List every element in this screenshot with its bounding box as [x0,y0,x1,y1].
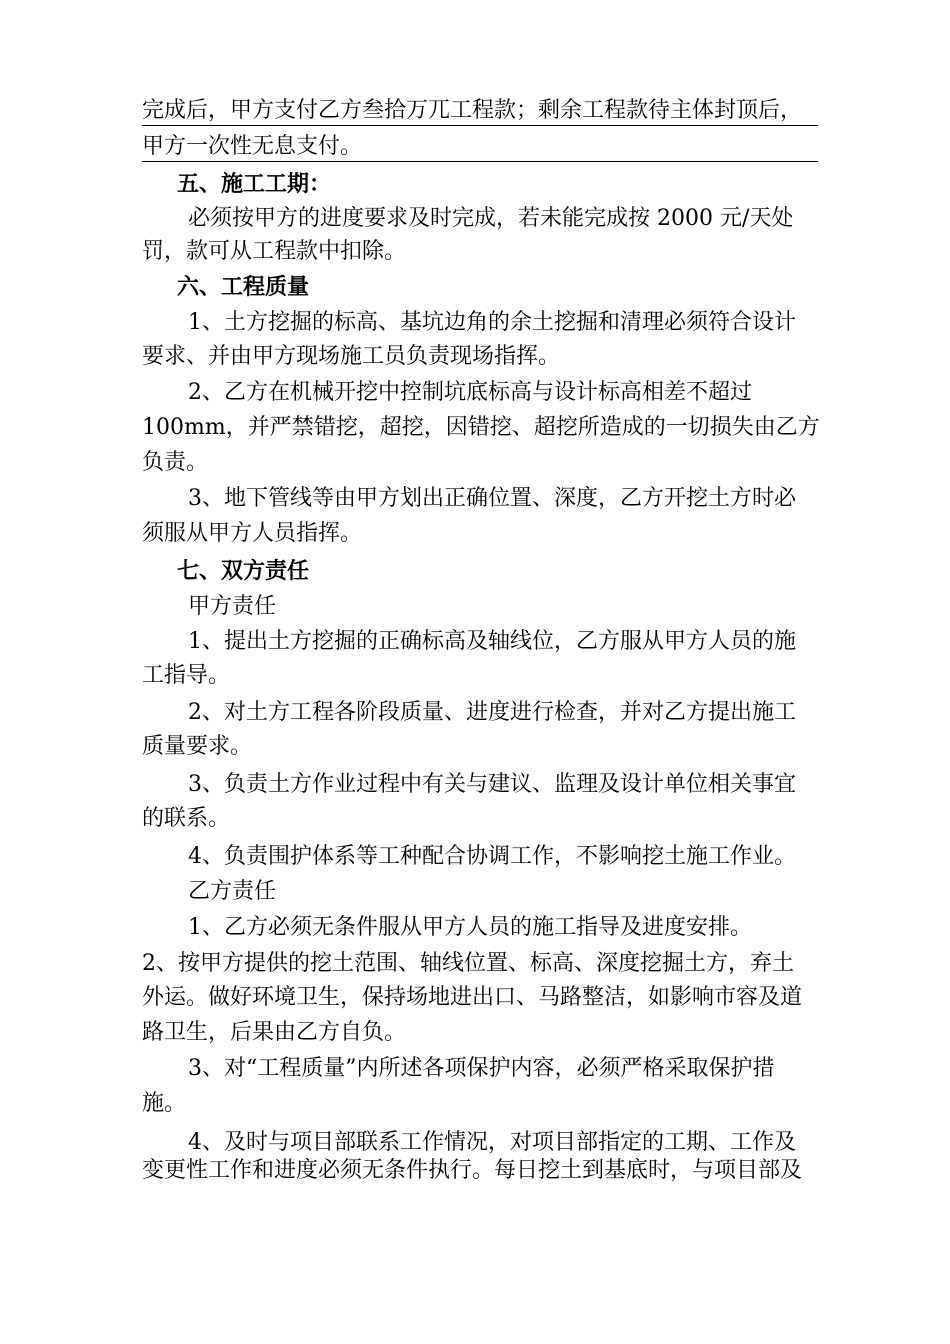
party-b-item-3-line-1: 3、对“工程质量”内所述各项保护内容，必须严格采取保护措 [188,1056,775,1081]
party-a-item-1-line-2: 工指导。 [142,663,231,688]
underline-rule-2 [142,161,818,162]
quality-item-1-line-1: 1、土方挖掘的标高、基坑边角的余土挖掘和清理必须符合设计 [188,310,796,335]
section-heading-schedule: 五、施工工期： [177,171,332,197]
quality-item-1-line-2: 要求、并由甲方现场施工员负责现场指挥。 [142,344,561,369]
party-a-item-3-line-1: 3、负责土方作业过程中有关与建议、监理及设计单位相关事宜 [188,772,796,797]
party-a-item-4-line-1: 4、负责围护体系等工种配合协调工作，不影响挖土施工作业。 [188,844,796,869]
section-heading-responsibilities: 七、双方责任 [177,558,310,584]
schedule-line-2: 罚，款可从工程款中扣除。 [142,239,407,264]
party-b-item-4-line-1: 4、及时与项目部联系工作情况，对项目部指定的工期、工作及 [188,1130,796,1155]
party-a-item-3-line-2: 的联系。 [142,806,231,831]
party-b-item-3-line-2: 施。 [142,1091,187,1116]
party-a-item-2-line-2: 质量要求。 [142,734,253,759]
quality-item-3-line-2: 须服从甲方人员指挥。 [142,521,363,546]
party-b-item-1-line-1: 1、乙方必须无条件服从甲方人员的施工指导及进度安排。 [188,915,752,940]
party-b-subheading: 乙方责任 [188,879,277,904]
quality-item-2-line-1: 2、乙方在机械开挖中控制坑底标高与设计标高相差不超过 [188,380,752,405]
party-a-item-1-line-1: 1、提出土方挖掘的正确标高及轴线位，乙方服从甲方人员的施 [188,629,796,654]
schedule-line-1: 必须按甲方的进度要求及时完成，若未能完成按 2000 元/天处 [188,206,794,231]
party-a-item-2-line-1: 2、对土方工程各阶段质量、进度进行检查，并对乙方提出施工 [188,700,796,725]
quality-item-2-line-2: 100mm，并严禁错挖，超挖，因错挖、超挖所造成的一切损失由乙方 [142,415,820,440]
party-b-item-2-line-2: 外运。做好环境卫生，保持场地进出口、马路整洁，如影响市容及道 [142,985,803,1010]
section-heading-quality: 六、工程质量 [177,274,310,300]
quality-item-2-line-3: 负责。 [142,450,209,475]
quality-item-3-line-1: 3、地下管线等由甲方划出正确位置、深度，乙方开挖土方时必 [188,486,796,511]
party-a-subheading: 甲方责任 [188,594,277,619]
party-b-item-4-line-2: 变更性工作和进度必须无条件执行。每日挖土到基底时，与项目部及 [142,1158,803,1183]
party-b-item-2-line-1: 2、按甲方提供的挖土范围、轴线位置、标高、深度挖掘土方，弃土 [142,951,794,976]
underline-rule-1 [142,125,818,126]
party-b-item-2-line-3: 路卫生，后果由乙方自负。 [142,1020,407,1045]
payment-line-1: 完成后，甲方支付乙方叁拾万兀工程款；剩余工程款待主体封顶后， [142,98,803,123]
payment-line-2: 甲方一次性无息支付。 [142,134,363,159]
